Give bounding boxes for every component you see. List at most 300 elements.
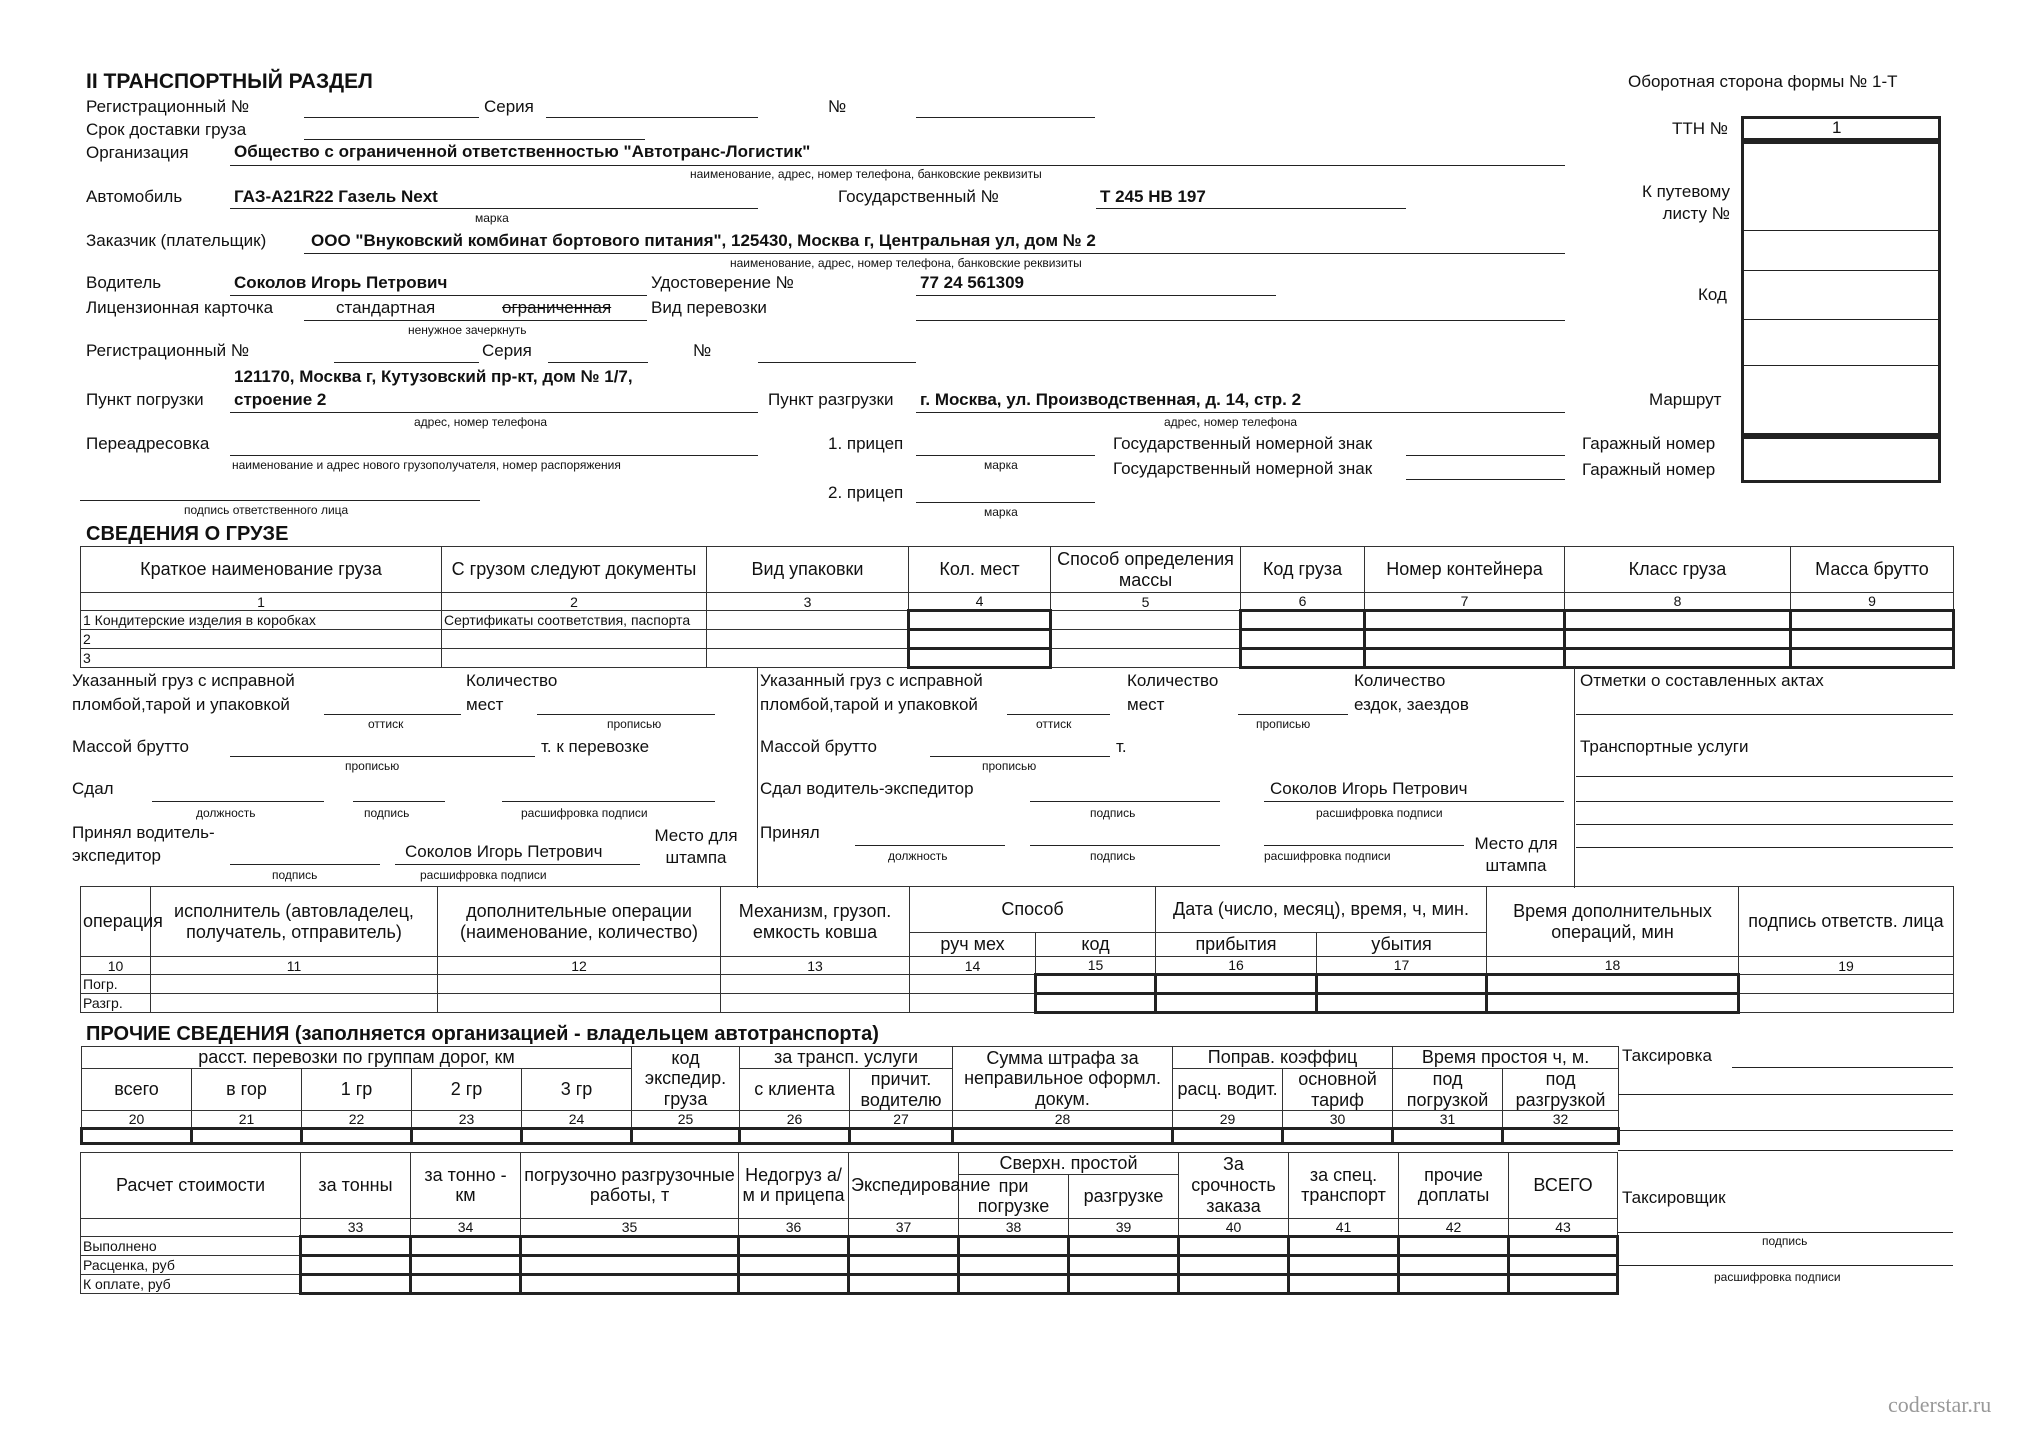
- code-divider-top: [1741, 270, 1938, 271]
- column-number: 10: [81, 957, 151, 975]
- readdress-label: Переадресовка: [86, 434, 210, 453]
- calc-cell[interactable]: [1069, 1274, 1179, 1293]
- calc-row-label: К оплате, руб: [81, 1274, 301, 1293]
- waybill-label-1: К путевому: [1641, 182, 1730, 201]
- mid-qty-1: Количество: [1127, 671, 1219, 690]
- cargo-header: С грузом следуют документы: [442, 547, 707, 593]
- responsible-sign-hint: подпись ответственного лица: [184, 503, 349, 517]
- car-line: [230, 208, 758, 209]
- state-plate2-field[interactable]: [1406, 479, 1565, 480]
- calc-cell[interactable]: [959, 1236, 1069, 1255]
- taxer-decode-hint: расшифровка подписи: [1714, 1270, 1841, 1284]
- taxer-decode-field[interactable]: [1618, 1265, 1953, 1266]
- calc-cell[interactable]: [1179, 1255, 1289, 1274]
- middle-divider-1: [757, 668, 758, 888]
- right-panel-box: [1741, 138, 1941, 439]
- transport-type-field[interactable]: [916, 320, 1565, 321]
- trailer2-hint: марка: [984, 505, 1018, 519]
- cargo-header: Краткое наименование груза: [81, 547, 442, 593]
- column-number: 9: [1791, 593, 1954, 611]
- garage-label-1: Гаражный номер: [1582, 434, 1716, 453]
- license-hint: ненужное зачеркнуть: [408, 323, 527, 337]
- middle-divider-2: [1574, 668, 1575, 888]
- ops-cell[interactable]: [1156, 975, 1317, 994]
- cargo-cell[interactable]: [1565, 630, 1791, 649]
- left-handed-decode[interactable]: [502, 801, 715, 802]
- cargo-header: Номер контейнера: [1365, 547, 1565, 593]
- readdress-hint: наименование и адрес нового грузополучателя, номер распоряжения: [232, 458, 621, 472]
- column-number: 31: [1393, 1111, 1503, 1129]
- number2-label: №: [693, 341, 712, 360]
- taxer-sign-hint: подпись: [1762, 1234, 1808, 1248]
- loading-value-line1[interactable]: 121170, Москва г, Кутузовский пр-кт, дом № 1/7,: [234, 367, 633, 386]
- other-cell[interactable]: [192, 1129, 302, 1144]
- column-number: 32: [1503, 1111, 1619, 1129]
- cargo-cell[interactable]: [909, 611, 1051, 630]
- left-accepted-sign[interactable]: [230, 864, 380, 865]
- calc-header: за спец. транспорт: [1289, 1153, 1399, 1219]
- calc-header: За срочность заказа: [1179, 1153, 1289, 1219]
- left-handed-sign[interactable]: [353, 801, 445, 802]
- calc-cell[interactable]: [1069, 1236, 1179, 1255]
- unloading-label: Пункт разгрузки: [768, 390, 894, 409]
- ops-header: Дата (число, месяц), время, ч, мин.: [1156, 887, 1487, 933]
- taxing-line-4[interactable]: [1618, 1150, 1953, 1151]
- route-label: Маршрут: [1649, 390, 1722, 409]
- hint-sign: подпись: [364, 806, 410, 820]
- services-header: за трансп. услуги: [740, 1047, 953, 1069]
- unloading-hint: адрес, номер телефона: [1164, 415, 1298, 429]
- calc-cell[interactable]: [411, 1236, 521, 1255]
- left-mass-label: Массой брутто: [72, 737, 190, 756]
- column-number: 25: [632, 1111, 740, 1129]
- ops-sub-header: прибытия: [1156, 933, 1317, 957]
- other-cell[interactable]: [1283, 1129, 1393, 1144]
- ops-cell[interactable]: [1317, 975, 1487, 994]
- left-mass-field[interactable]: [230, 756, 535, 757]
- cargo-cell[interactable]: [1365, 611, 1565, 630]
- ops-row-label: Погр.: [81, 975, 151, 994]
- column-number: 13: [721, 957, 910, 975]
- acts-line[interactable]: [1576, 714, 1953, 715]
- cert-line: [916, 295, 1276, 296]
- driver-line: [230, 295, 647, 296]
- mid-qty-hint: прописью: [1256, 717, 1311, 731]
- taxer-sign-field[interactable]: [1618, 1232, 1953, 1233]
- state-plate1-field[interactable]: [1406, 455, 1565, 456]
- mid-mass-label: Массой брутто: [760, 737, 878, 756]
- customer-label: Заказчик (плательщик): [86, 231, 267, 250]
- license-limited[interactable]: ограниченная: [502, 298, 612, 317]
- column-number: 19: [1739, 957, 1954, 975]
- ops-cell[interactable]: [1487, 975, 1739, 994]
- ops-cell[interactable]: [1739, 975, 1954, 994]
- hint-decode-2: расшифровка подписи: [420, 868, 547, 882]
- ops-cell[interactable]: [1317, 994, 1487, 1013]
- trailer2-field[interactable]: [916, 502, 1095, 503]
- left-qty-field[interactable]: [537, 714, 715, 715]
- cargo-row-num[interactable]: 3: [81, 649, 442, 668]
- other-cell[interactable]: [82, 1129, 192, 1144]
- cargo-cell[interactable]: [707, 649, 909, 668]
- left-mass-unit: т. к перевозке: [541, 737, 650, 756]
- calc-cell[interactable]: [1509, 1274, 1618, 1293]
- mid-handed-label: Сдал водитель-экспедитор: [760, 779, 974, 798]
- column-number: 39: [1069, 1218, 1179, 1236]
- calc-number-empty: [81, 1218, 301, 1236]
- cargo-cell[interactable]: [1565, 649, 1791, 668]
- other-cell[interactable]: [522, 1129, 632, 1144]
- calc-cell[interactable]: [411, 1274, 521, 1293]
- cargo-cell[interactable]: [1365, 630, 1565, 649]
- state-plate2-label: Государственный номерной знак: [1113, 459, 1373, 478]
- readdress-field[interactable]: [230, 455, 758, 456]
- ops-cell[interactable]: [721, 975, 910, 994]
- ops-header: Способ: [910, 887, 1156, 933]
- cargo-cell[interactable]: [1241, 611, 1365, 630]
- left-seal-1: Указанный груз с исправной: [72, 671, 295, 690]
- calc-cell[interactable]: [739, 1236, 849, 1255]
- cargo-cell[interactable]: [1241, 630, 1365, 649]
- car-value[interactable]: ГАЗ-А21R22 Газель Next: [234, 187, 438, 206]
- calc-cell[interactable]: [301, 1255, 411, 1274]
- calc-row-label: Расценка, руб: [81, 1255, 301, 1274]
- cargo-cell[interactable]: [442, 630, 707, 649]
- ops-sub-header: руч мех: [910, 933, 1036, 957]
- car-label: Автомобиль: [86, 187, 183, 206]
- trailer2-label: 2. прицеп: [828, 483, 904, 502]
- ops-cell[interactable]: [438, 975, 721, 994]
- state-no-value[interactable]: Т 245 НВ 197: [1100, 187, 1206, 206]
- mid-accepted-position[interactable]: [855, 845, 1005, 846]
- services-label: Транспортные услуги: [1580, 737, 1749, 756]
- taxing-field[interactable]: [1732, 1067, 1953, 1068]
- dist-col: 2 гр: [412, 1069, 522, 1111]
- calc-cell[interactable]: [1399, 1255, 1509, 1274]
- ops-cell[interactable]: [1036, 994, 1156, 1013]
- cargo-cell[interactable]: [1051, 630, 1241, 649]
- number-field[interactable]: [916, 117, 1095, 118]
- cargo-row-docs[interactable]: Сертификаты соответствия, паспорта: [442, 611, 707, 630]
- driver-value[interactable]: Соколов Игорь Петрович: [234, 273, 448, 292]
- services-line-4[interactable]: [1576, 847, 1953, 848]
- other-cell[interactable]: [1503, 1129, 1619, 1144]
- mid-qty-2: мест: [1127, 695, 1165, 714]
- cargo-header: Способ определения массы: [1051, 547, 1241, 593]
- mid-driver-name[interactable]: Соколов Игорь Петрович: [1270, 779, 1468, 798]
- dist-col: всего: [82, 1069, 192, 1111]
- license-line: [304, 320, 647, 321]
- calc-cell[interactable]: [1069, 1255, 1179, 1274]
- loading-line: [230, 412, 758, 413]
- other-cell[interactable]: [632, 1129, 740, 1144]
- calc-row-label: Выполнено: [81, 1236, 301, 1255]
- other-cell[interactable]: [740, 1129, 850, 1144]
- mid-mass-field[interactable]: [930, 756, 1110, 757]
- calc-header: за тонно - км: [411, 1153, 521, 1219]
- left-qty-hint: прописью: [607, 717, 662, 731]
- taxing-line-3[interactable]: [1618, 1130, 1953, 1131]
- calc-cell[interactable]: [521, 1255, 739, 1274]
- cargo-cell[interactable]: [707, 630, 909, 649]
- idle-col: под погрузкой: [1393, 1069, 1503, 1111]
- license-standard[interactable]: стандартная: [336, 298, 436, 317]
- mid-stamp-place-2: штампа: [1485, 856, 1547, 875]
- cert-value[interactable]: 77 24 561309: [920, 273, 1024, 292]
- other-cell[interactable]: [412, 1129, 522, 1144]
- column-number: 22: [302, 1111, 412, 1129]
- left-accepted-decode: [395, 864, 640, 865]
- calc-cell[interactable]: [521, 1236, 739, 1255]
- delivery-term-label: Срок доставки груза: [86, 120, 247, 139]
- column-number: 23: [412, 1111, 522, 1129]
- ops-cell[interactable]: [910, 994, 1036, 1013]
- stamp-place-1: Место для: [654, 826, 738, 845]
- calc-table: [80, 1152, 1619, 1295]
- calc-cell[interactable]: [1179, 1236, 1289, 1255]
- hint-sign-4: подпись: [1090, 849, 1136, 863]
- calc-cell[interactable]: [1289, 1236, 1399, 1255]
- other-cell[interactable]: [953, 1129, 1173, 1144]
- left-driver-name[interactable]: Соколов Игорь Петрович: [405, 842, 603, 861]
- column-number: 24: [522, 1111, 632, 1129]
- mid-accepted-label: Принял: [760, 823, 820, 842]
- calc-cell[interactable]: [1179, 1274, 1289, 1293]
- organization-hint: наименование, адрес, номер телефона, банковские реквизиты: [690, 167, 1042, 181]
- calc-cell[interactable]: [1289, 1274, 1399, 1293]
- cert-label: Удостоверение №: [651, 273, 794, 292]
- hint-position: должность: [196, 806, 256, 820]
- dist-col: 1 гр: [302, 1069, 412, 1111]
- exp-code-header: код экспедир. груза: [632, 1047, 740, 1111]
- column-number: 1: [81, 593, 442, 611]
- cargo-cell[interactable]: [1791, 649, 1954, 668]
- column-number: 14: [910, 957, 1036, 975]
- ops-cell[interactable]: [1156, 994, 1317, 1013]
- mid-accepted-decode[interactable]: [1264, 845, 1464, 846]
- calc-header: Сверхн. простой: [959, 1153, 1179, 1175]
- organization-value[interactable]: Общество с ограниченной ответственностью "Автотранс-Логистик": [234, 142, 811, 161]
- calc-header: прочие доплаты: [1399, 1153, 1509, 1219]
- calc-header: Расчет стоимости: [81, 1153, 301, 1219]
- calc-cell[interactable]: [739, 1255, 849, 1274]
- delivery-term-field[interactable]: [304, 139, 645, 140]
- idle-header: Время простоя ч, м.: [1393, 1047, 1619, 1069]
- column-number: 33: [301, 1218, 411, 1236]
- reg-no2-field[interactable]: [334, 362, 479, 363]
- cargo-row-name[interactable]: 1 Кондитерские изделия в коробках: [81, 611, 442, 630]
- ops-header: исполнитель (автовладелец, получатель, отправитель): [151, 887, 438, 957]
- column-number: 11: [151, 957, 438, 975]
- stamp-place-2: штампа: [665, 848, 727, 867]
- mid-accepted-sign[interactable]: [1030, 845, 1220, 846]
- other-cell[interactable]: [1173, 1129, 1283, 1144]
- other-cell[interactable]: [1393, 1129, 1503, 1144]
- ops-header: дополнительные операции (наименование, количество): [438, 887, 721, 957]
- taxing-line-2[interactable]: [1618, 1094, 1953, 1095]
- cargo-row-num[interactable]: 2: [81, 630, 442, 649]
- cargo-header: Кол. мест: [909, 547, 1051, 593]
- dist-col: 3 гр: [522, 1069, 632, 1111]
- loading-hint: адрес, номер телефона: [414, 415, 548, 429]
- left-seal-2: пломбой,тарой и упаковкой: [72, 695, 290, 714]
- series2-field[interactable]: [548, 362, 648, 363]
- column-number: 8: [1565, 593, 1791, 611]
- column-number: 37: [849, 1218, 959, 1236]
- route-divider: [1741, 365, 1938, 366]
- services-col: с клиента: [740, 1069, 850, 1111]
- calc-cell[interactable]: [739, 1274, 849, 1293]
- cargo-cell[interactable]: [1051, 611, 1241, 630]
- series-field[interactable]: [546, 117, 758, 118]
- column-number: 15: [1036, 957, 1156, 975]
- customer-hint: наименование, адрес, номер телефона, банковские реквизиты: [730, 256, 1082, 270]
- calc-cell[interactable]: [301, 1274, 411, 1293]
- cargo-cell[interactable]: [1565, 611, 1791, 630]
- calc-cell[interactable]: [301, 1236, 411, 1255]
- cargo-cell[interactable]: [707, 611, 909, 630]
- mid-mass-hint: прописью: [982, 759, 1037, 773]
- cargo-header: Масса брутто: [1791, 547, 1954, 593]
- unloading-line: [916, 412, 1565, 413]
- watermark: coderstar.ru: [1888, 1392, 1992, 1417]
- hint-sign-2: подпись: [272, 868, 318, 882]
- form-reference: Оборотная сторона формы № 1-Т: [1628, 72, 1898, 91]
- mid-handed-sign[interactable]: [1030, 801, 1220, 802]
- mid-stamp-field[interactable]: [1007, 714, 1110, 715]
- column-number: 21: [192, 1111, 302, 1129]
- ops-header: подпись ответств. лица: [1739, 887, 1954, 957]
- hint-position-4: должность: [888, 849, 948, 863]
- responsible-sign-field[interactable]: [80, 500, 480, 501]
- cargo-header: Код груза: [1241, 547, 1365, 593]
- ops-cell[interactable]: [151, 975, 438, 994]
- services-col: причит. водителю: [850, 1069, 953, 1111]
- ttn-value: 1: [1832, 118, 1842, 137]
- calc-cell[interactable]: [521, 1274, 739, 1293]
- customer-value[interactable]: ООО "Внуковский комбинат бортового питания", 125430, Москва г, Центральная ул, дом № 2: [311, 231, 1096, 250]
- customer-line: [304, 253, 1565, 254]
- calc-cell[interactable]: [1509, 1255, 1618, 1274]
- cargo-cell[interactable]: [1051, 649, 1241, 668]
- mid-qty-field[interactable]: [1238, 714, 1348, 715]
- hint-decode-4: расшифровка подписи: [1264, 849, 1391, 863]
- column-number: 38: [959, 1218, 1069, 1236]
- left-handed-position[interactable]: [152, 801, 324, 802]
- number2-field[interactable]: [758, 362, 916, 363]
- other-cell[interactable]: [302, 1129, 412, 1144]
- column-number: 6: [1241, 593, 1365, 611]
- ops-cell[interactable]: [1487, 994, 1739, 1013]
- cargo-cell[interactable]: [1365, 649, 1565, 668]
- ops-cell[interactable]: [438, 994, 721, 1013]
- coef-header: Поправ. коэффиц: [1173, 1047, 1393, 1069]
- calc-sub-header: разгрузке: [1069, 1174, 1179, 1218]
- organization-line: [230, 165, 1565, 166]
- services-line-1[interactable]: [1576, 776, 1953, 777]
- calc-cell[interactable]: [959, 1255, 1069, 1274]
- cargo-cell[interactable]: [909, 630, 1051, 649]
- calc-cell[interactable]: [1399, 1236, 1509, 1255]
- ops-cell[interactable]: [1036, 975, 1156, 994]
- waybill-divider: [1741, 230, 1938, 231]
- ops-cell[interactable]: [910, 975, 1036, 994]
- garage-label-2: Гаражный номер: [1582, 460, 1716, 479]
- calc-sub-header: при погрузке: [959, 1174, 1069, 1218]
- services-line-2[interactable]: [1576, 801, 1953, 802]
- ops-cell[interactable]: [1739, 994, 1954, 1013]
- calc-cell[interactable]: [849, 1255, 959, 1274]
- cargo-title: СВЕДЕНИЯ О ГРУЗЕ: [86, 523, 289, 545]
- calc-header: ВСЕГО: [1509, 1153, 1618, 1219]
- calc-header: Экспедирование: [849, 1153, 959, 1219]
- garage-box[interactable]: [1741, 433, 1941, 483]
- cargo-cell[interactable]: [909, 649, 1051, 668]
- column-number: 17: [1317, 957, 1487, 975]
- calc-cell[interactable]: [849, 1274, 959, 1293]
- hint-sign-3: подпись: [1090, 806, 1136, 820]
- left-handed-label: Сдал: [72, 779, 114, 798]
- services-line-3[interactable]: [1576, 824, 1953, 825]
- ops-sub-header: код: [1036, 933, 1156, 957]
- mid-stamp-hint: оттиск: [1036, 717, 1072, 731]
- unloading-value[interactable]: г. Москва, ул. Производственная, д. 14, стр. 2: [920, 390, 1302, 409]
- coef-col: расц. водит.: [1173, 1069, 1283, 1111]
- column-number: 12: [438, 957, 721, 975]
- mid-seal-2: пломбой,тарой и упаковкой: [760, 695, 978, 714]
- coef-col: основной тариф: [1283, 1069, 1393, 1111]
- ops-cell[interactable]: [721, 994, 910, 1013]
- calc-cell[interactable]: [411, 1255, 521, 1274]
- cargo-header: Класс груза: [1565, 547, 1791, 593]
- calc-cell[interactable]: [959, 1274, 1069, 1293]
- code-label: Код: [1698, 285, 1727, 304]
- mid-stamp-place-1: Место для: [1474, 834, 1558, 853]
- reg-no-field[interactable]: [304, 117, 479, 118]
- calc-cell[interactable]: [1289, 1255, 1399, 1274]
- cargo-cell[interactable]: [1241, 649, 1365, 668]
- calc-cell[interactable]: [1399, 1274, 1509, 1293]
- state-no-label: Государственный №: [838, 187, 999, 206]
- ttn-label: ТТН №: [1672, 119, 1729, 138]
- column-number: 16: [1156, 957, 1317, 975]
- left-stamp-field[interactable]: [324, 714, 461, 715]
- organization-label: Организация: [86, 143, 189, 162]
- other-title: ПРОЧИЕ СВЕДЕНИЯ (заполняется организацией - владельцем автотранспорта): [86, 1023, 879, 1045]
- dist-header: расст. перевозки по группам дорог, км: [82, 1047, 632, 1069]
- column-number: 18: [1487, 957, 1739, 975]
- car-hint: марка: [475, 211, 509, 225]
- mid-trips-2: ездок, заездов: [1354, 695, 1469, 714]
- cargo-cell[interactable]: [1791, 630, 1954, 649]
- mid-handed-decode: [1264, 801, 1564, 802]
- column-number: 42: [1399, 1218, 1509, 1236]
- transport-type-label: Вид перевозки: [651, 298, 767, 317]
- cargo-cell[interactable]: [1791, 611, 1954, 630]
- loading-value-line2[interactable]: строение 2: [234, 390, 327, 409]
- left-accepted-2: экспедитор: [72, 846, 162, 865]
- ops-header: Время дополнительных операций, мин: [1487, 887, 1739, 957]
- ops-cell[interactable]: [151, 994, 438, 1013]
- reg-no-label: Регистрационный №: [86, 97, 250, 116]
- cargo-cell[interactable]: [442, 649, 707, 668]
- waybill-label-2: листу №: [1662, 204, 1730, 223]
- column-number: 34: [411, 1218, 521, 1236]
- calc-cell[interactable]: [849, 1236, 959, 1255]
- calc-cell[interactable]: [1509, 1236, 1618, 1255]
- other-cell[interactable]: [850, 1129, 953, 1144]
- trailer1-field[interactable]: [916, 455, 1095, 456]
